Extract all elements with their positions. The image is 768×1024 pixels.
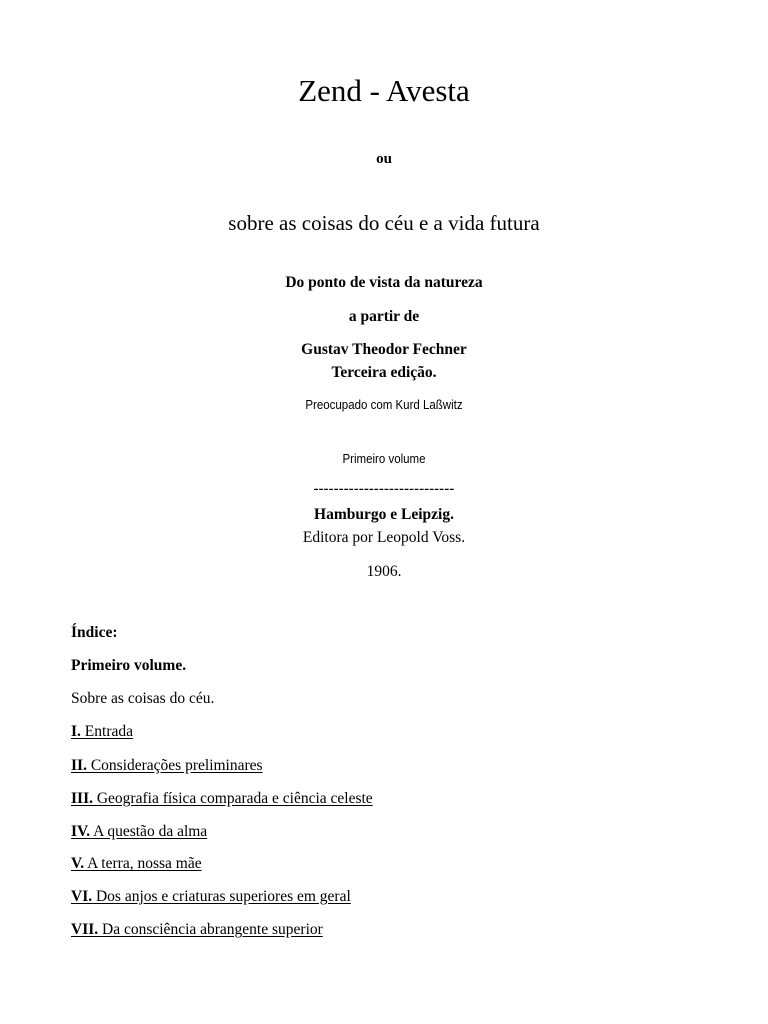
divider-line: ---------------------------- (313, 481, 455, 497)
edition-line: Terceira edição. (331, 364, 437, 381)
publication-year: 1906. (366, 563, 402, 580)
chapter-number: V. (71, 855, 85, 872)
chapter-number: VII. (71, 921, 99, 938)
title-connector: ou (376, 151, 392, 167)
document-title: Zend - Avesta (298, 73, 470, 108)
from-line: a partir de (348, 308, 420, 325)
publisher-line: Editora por Leopold Voss. (302, 529, 466, 546)
toc-heading: Índice: (71, 624, 118, 641)
author-name: Gustav Theodor Fechner (301, 341, 467, 358)
volume-line: Primeiro volume (342, 452, 426, 466)
chapter-number: VI. (71, 888, 93, 905)
chapter-number: III. (71, 790, 93, 807)
toc-section-heading: Sobre as coisas do céu. (71, 690, 215, 707)
toc-link-chapter-7[interactable] (71, 921, 323, 939)
perspective-line: Do ponto de vista da natureza (285, 274, 483, 291)
chapter-number: I. (71, 723, 81, 740)
publication-place: Hamburgo e Leipzig. (314, 506, 454, 523)
chapter-title: Entrada (80, 723, 133, 740)
chapter-title: A terra, nossa mãe (84, 855, 202, 872)
editor-line: Preocupado com Kurd Laßwitz (305, 398, 463, 412)
chapter-number: II. (71, 757, 87, 774)
toc-volume-heading: Primeiro volume. (71, 657, 187, 674)
chapter-title: Considerações preliminares (86, 757, 263, 774)
toc-link-chapter-4[interactable] (71, 823, 207, 841)
toc-link-chapter-3[interactable] (71, 790, 373, 808)
document-subtitle: sobre as coisas do céu e a vida futura (228, 211, 540, 235)
chapter-title: Da consciência abrangente superior (98, 921, 323, 938)
toc-link-chapter-2[interactable] (71, 757, 263, 775)
chapter-title: Geografia física comparada e ciência celeste (92, 790, 373, 807)
chapter-title: Dos anjos e criaturas superiores em geral (92, 888, 351, 905)
toc-link-chapter-6[interactable] (71, 888, 351, 906)
toc-link-chapter-5[interactable] (71, 855, 202, 873)
chapter-number: IV. (71, 823, 91, 840)
toc-link-chapter-1[interactable] (71, 723, 133, 741)
chapter-title: A questão da alma (90, 823, 208, 840)
